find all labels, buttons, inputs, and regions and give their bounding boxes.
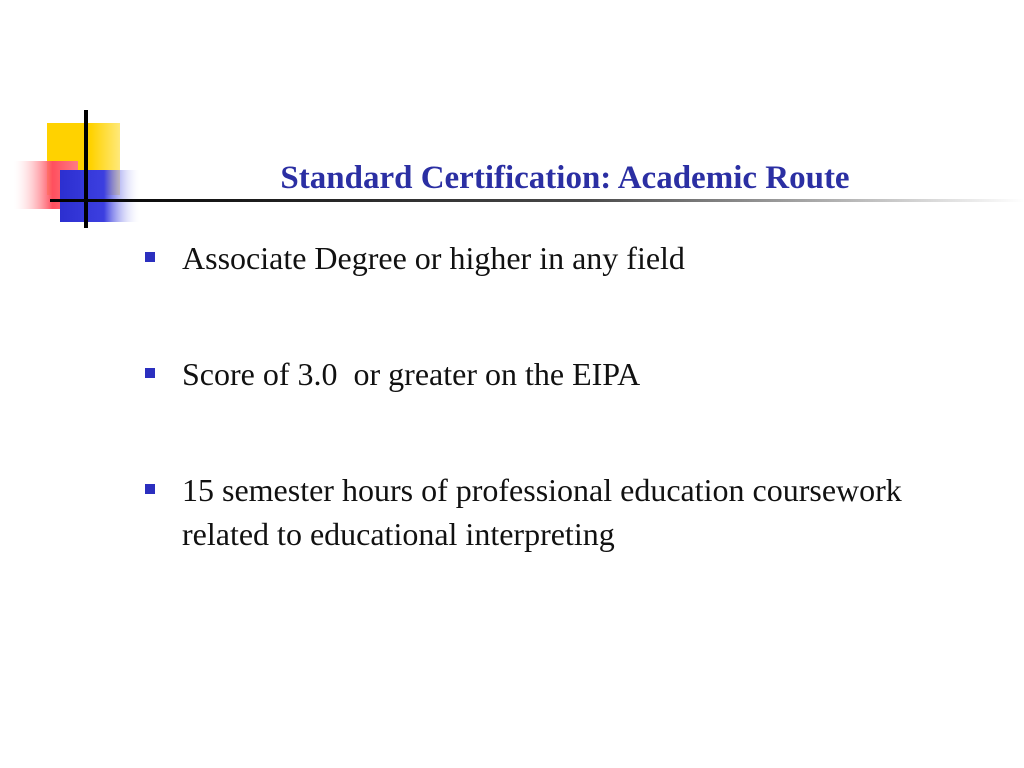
- bullet-text: Associate Degree or higher in any field: [182, 240, 685, 276]
- list-item: [145, 468, 945, 556]
- decorative-corner-graphic: [0, 0, 1024, 240]
- bullet-text: 15 semester hours of professional education coursework related to educational interpreting: [182, 472, 902, 552]
- list-item: [145, 236, 945, 280]
- blue-square: [60, 170, 140, 222]
- slide-title: Standard Certification: Academic Route: [280, 160, 850, 196]
- bullet-text: Score of 3.0 or greater on the EIPA: [182, 356, 641, 392]
- square-bullet-icon: [145, 252, 155, 262]
- square-bullet-icon: [145, 484, 155, 494]
- square-bullet-icon: [145, 368, 155, 378]
- bullet-list: [145, 236, 945, 556]
- list-item: [145, 352, 945, 396]
- vertical-rule: [84, 110, 88, 228]
